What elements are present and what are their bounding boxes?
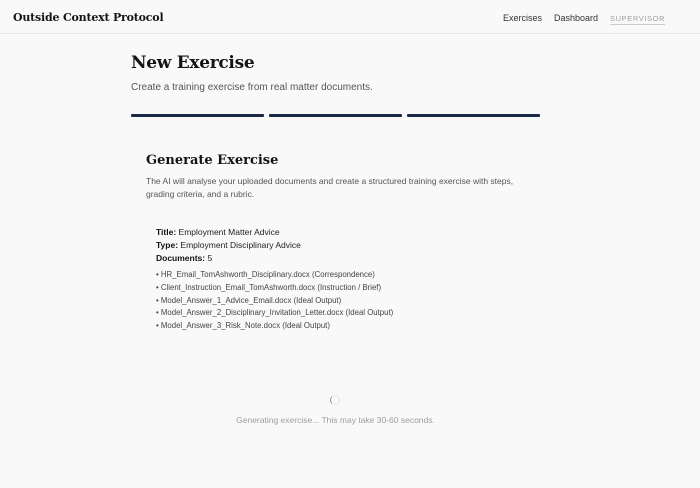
page-subtitle: Create a training exercise from real matter documents. (131, 82, 373, 93)
document-list-item: • Client_Instruction_Email_TomAshworth.docx (Instruction / Brief) (156, 282, 393, 295)
exercise-title-row (156, 227, 280, 237)
nav-dashboard-link[interactable]: Dashboard (554, 13, 599, 23)
app-brand[interactable]: Outside Context Protocol (13, 11, 164, 24)
generate-section-title: Generate Exercise (146, 153, 279, 168)
progress-step-1 (131, 114, 264, 117)
user-role-badge[interactable]: SUPERVISOR (610, 14, 666, 23)
exercise-type-label: Type: (156, 240, 179, 250)
top-navigation-bar (0, 0, 700, 34)
progress-step-2 (269, 114, 402, 117)
document-list-item: • HR_Email_TomAshworth_Disciplinary.docx (Correspondence) (156, 269, 393, 282)
documents-count-row (156, 253, 212, 263)
document-list (156, 269, 393, 333)
exercise-title-value: Employment Matter Advice (178, 227, 280, 237)
exercise-type-value: Employment Disciplinary Advice (180, 240, 301, 250)
loading-spinner-icon (330, 395, 340, 405)
document-list-item: • Model_Answer_2_Disciplinary_Invitation_Letter.docx (Ideal Output) (156, 307, 393, 320)
nav-exercises-link[interactable]: Exercises (503, 13, 543, 23)
progress-step-3 (407, 114, 540, 117)
loading-status-text: Generating exercise... This may take 30-60 seconds. (236, 415, 435, 425)
document-list-item: • Model_Answer_1_Advice_Email.docx (Ideal Output) (156, 295, 393, 308)
page-title: New Exercise (131, 53, 255, 73)
generate-section-description: The AI will analyse your uploaded documents and create a structured training exercise with steps, grading criteria, and a rubric. (146, 176, 514, 199)
exercise-title-label: Title: (156, 227, 177, 237)
documents-count-label: Documents: (156, 253, 206, 263)
document-list-item: • Model_Answer_3_Risk_Note.docx (Ideal Output) (156, 320, 393, 333)
documents-count-value: 5 (207, 253, 213, 263)
exercise-type-row (156, 240, 301, 250)
